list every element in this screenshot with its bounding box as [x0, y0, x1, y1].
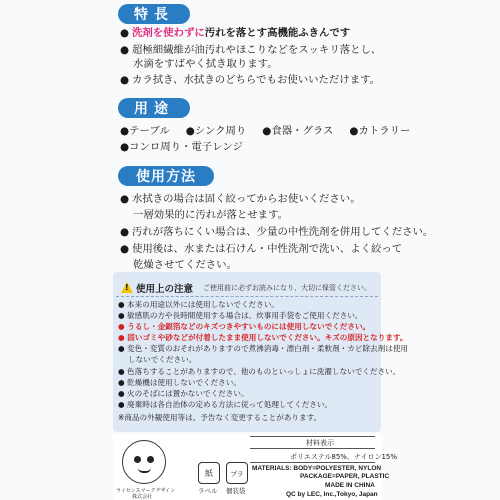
feature-line-2: ● 超極細繊維が油汚れやほこりなどをスッキリ落とし、: [120, 44, 382, 56]
caution-item: ● 敏感肌の方や長時間使用する場合は、炊事用手袋をご使用ください。: [118, 311, 363, 320]
materials-rule-top: [250, 436, 375, 437]
materials-package: PACKAGE=PAPER, PLASTIC: [300, 473, 390, 480]
paper-recycle-icon: 紙: [198, 462, 220, 484]
usage-line-1: ● 水拭きの場合は固く絞ってからお使いください。: [120, 193, 361, 205]
caution-item: ● 本来の用途以外には使用しないでください。: [118, 300, 279, 309]
recycle-label-1: ラベル: [198, 487, 218, 495]
feature-line-2b: 水滴をすばやく拭き取ります。: [133, 58, 278, 70]
caution-item: ● 廃棄時は各自治体の定める方法に従って処理してください。: [118, 400, 333, 409]
feature-line-3: ● カラ拭き、水拭きのどちらでもお使いいただけます。: [120, 74, 381, 86]
uses-row-1: ●テーブル ●シンク周り ●食器・グラス ●カトラリー: [120, 125, 411, 137]
plastic-recycle-icon: プラ: [226, 462, 248, 484]
caution-item: ● 火のそばには置かないでください。: [118, 389, 249, 398]
made-in: MADE IN CHINA: [325, 482, 375, 489]
usage-line-3: ● 使用後は、水または石けん・中性洗剤で洗い、よく絞って: [120, 243, 403, 255]
caution-header: [113, 280, 381, 295]
caution-title: 使用上の注意: [136, 283, 194, 295]
warning-icon: [121, 282, 133, 293]
uses-row-2: ●コンロ周り・電子レンジ: [120, 141, 243, 153]
caution-note: ※商品の外観使用等は、予告なく変更することがあります。: [118, 413, 322, 422]
caution-item: ● 色落ちすることがありますので、他のものといっしょに洗濯しないでください。: [118, 367, 401, 376]
caution-item-warning: ● うるし・金銀箔などのキズつきやすいものには使用しないでください。: [118, 322, 371, 331]
caution-divider: [116, 296, 378, 297]
caution-item: ● 乾燥機は使用しないでください。: [118, 378, 241, 387]
mascot-caption: ライセンスマークデザイン: [116, 488, 176, 494]
usage-line-3b: 乾燥させてください。: [133, 259, 237, 271]
caution-item-cont: しないでください。: [128, 355, 197, 364]
maker: QC by LEC, Inc.,Tokyo, Japan: [286, 491, 378, 498]
materials-rule-bottom: [250, 462, 375, 463]
usage-line-2: ● 汚れが落ちにくい場合は、少量の中性洗剤を併用してください。: [120, 226, 434, 238]
materials-rule-mid: [250, 448, 375, 449]
materials-value: ポリエステル85%、ナイロン15%: [290, 453, 397, 461]
mascot-logo-icon: [122, 440, 166, 484]
materials-title: 材料表示: [306, 439, 334, 447]
recycle-label-2: 個装袋: [226, 487, 246, 495]
caution-item: ● 変色・変質のおそれがありますので煮沸消毒・漂白剤・柔軟剤・カビ除去剤は使用: [118, 344, 409, 353]
features-heading: 特長: [118, 4, 190, 24]
materials-en: MATERIALS: BODY=POLYESTER, NYLON: [252, 465, 382, 472]
usage-heading: 使用方法: [118, 166, 214, 186]
caution-item-warning: ● 固いゴミや砂などが付着したまま使用しないでください。キズの原因となります。: [118, 333, 408, 342]
feature-line-1: ● 洗剤を使わずに汚れを落とす高機能ふきんです: [120, 27, 351, 39]
uses-heading: 用途: [118, 98, 190, 118]
mascot-caption-2: 株式会社: [132, 494, 153, 500]
usage-line-1b: 一層効果的に汚れが落とせます。: [133, 209, 289, 221]
caution-subtitle: ご使用前に必ずお読みになり、大切に保管ください。: [203, 283, 372, 292]
